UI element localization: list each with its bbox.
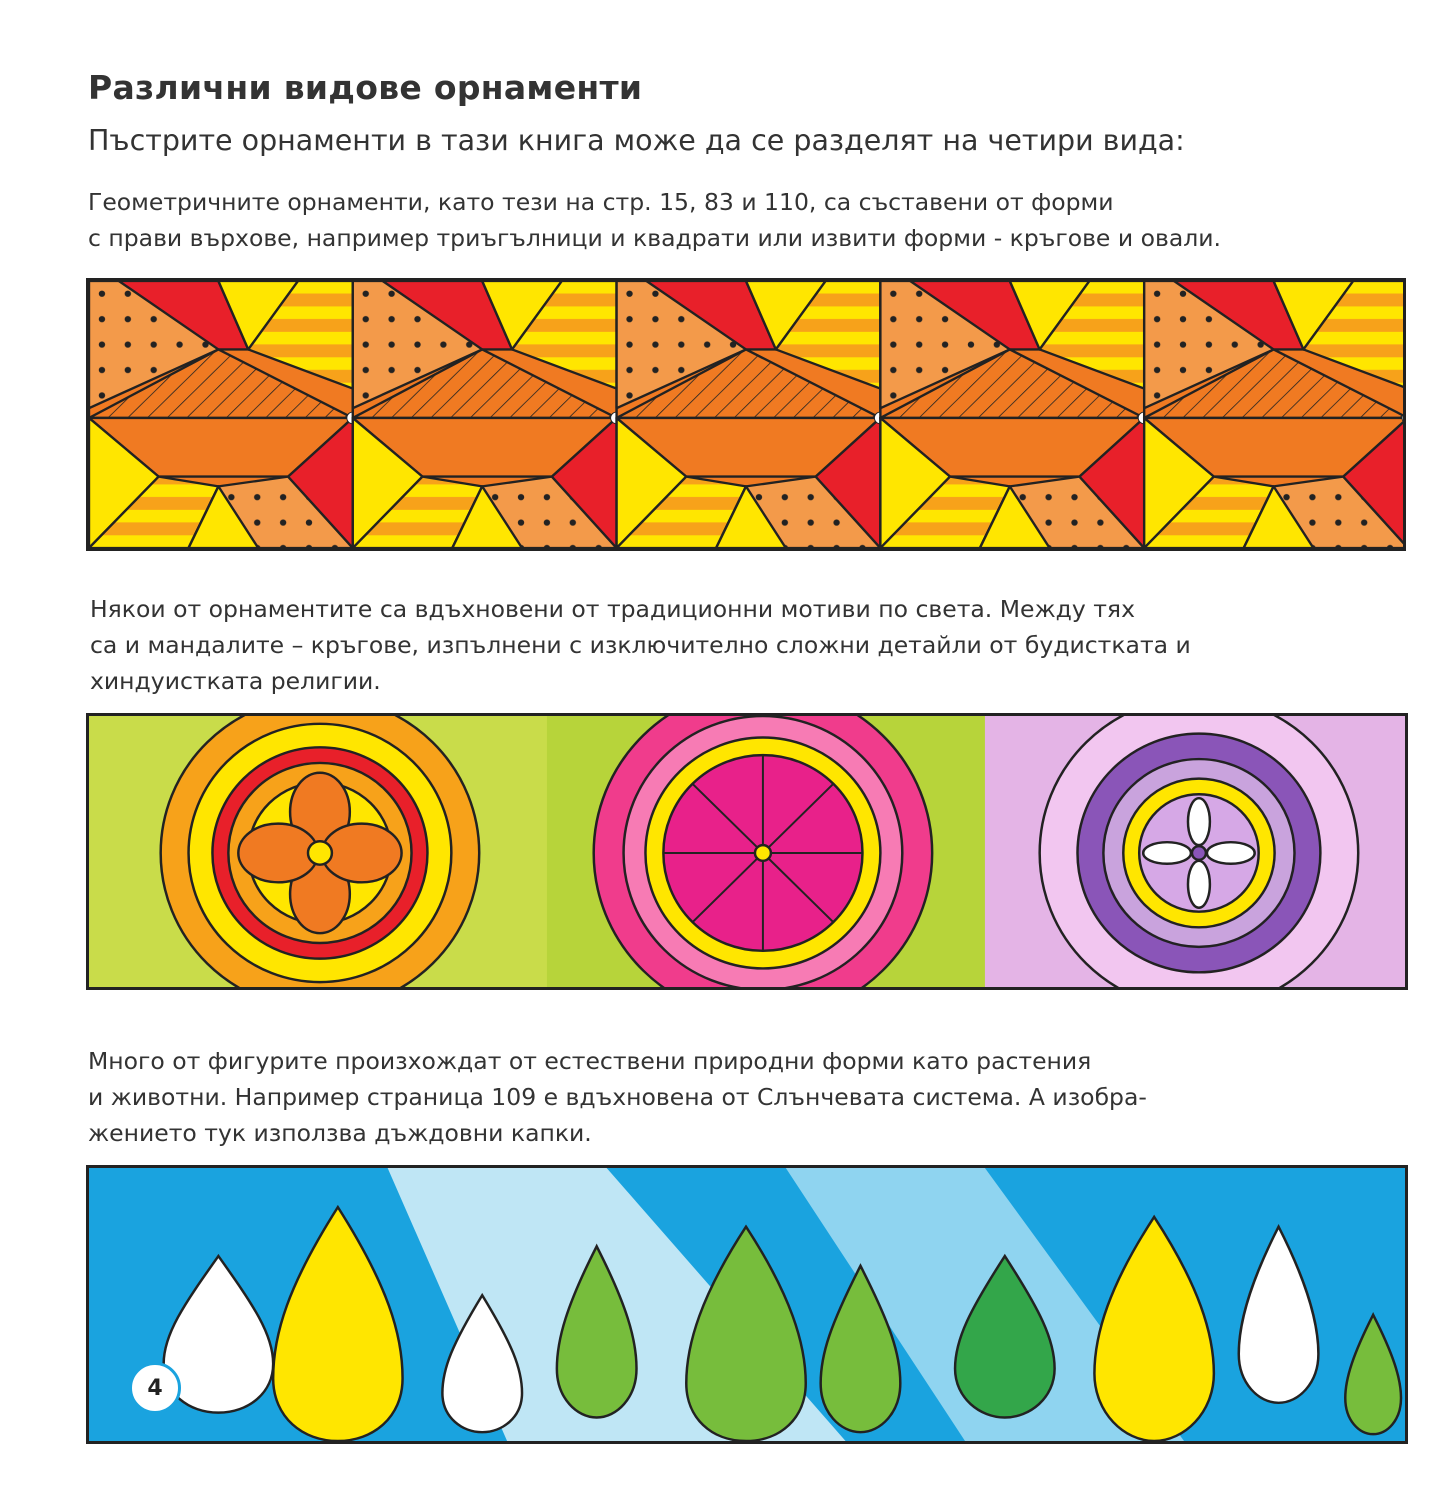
text-line: хиндуистката религии.	[90, 667, 381, 695]
text-line: с прави върхове, например триъгълници и квадрати или извити форми - кръгове и овали.	[88, 224, 1221, 252]
page-title: Различни видове орнаменти	[88, 68, 643, 107]
geometric-ornament-illustration	[86, 278, 1406, 551]
text-line: Някои от орнаментите са вдъхновени от традиционни мотиви по света. Между тях	[90, 595, 1135, 623]
mandala-ornament-illustration	[86, 713, 1408, 990]
geometric-description	[88, 184, 1221, 256]
text-line: Геометричните орнаменти, като тези на стр. 15, 83 и 110, са съставени от форми	[88, 188, 1114, 216]
text-line: и животни. Например страница 109 е вдъхновена от Слънчевата система. А изобра-	[88, 1083, 1147, 1111]
nature-description	[88, 1043, 1147, 1151]
text-line: са и мандалите – кръгове, изпълнени с изключително сложни детайли от будистката и	[90, 631, 1191, 659]
page-number-badge: 4	[129, 1362, 181, 1414]
raindrop-ornament-illustration	[86, 1165, 1408, 1444]
mandala-description	[90, 591, 1191, 699]
text-line: жението тук използва дъждовни капки.	[88, 1119, 592, 1147]
intro-text: Пъстрите орнаменти в тази книга може да се разделят на четири вида:	[88, 124, 1185, 157]
text-line: Много от фигурите произхождат от естествени природни форми като растения	[88, 1047, 1092, 1075]
